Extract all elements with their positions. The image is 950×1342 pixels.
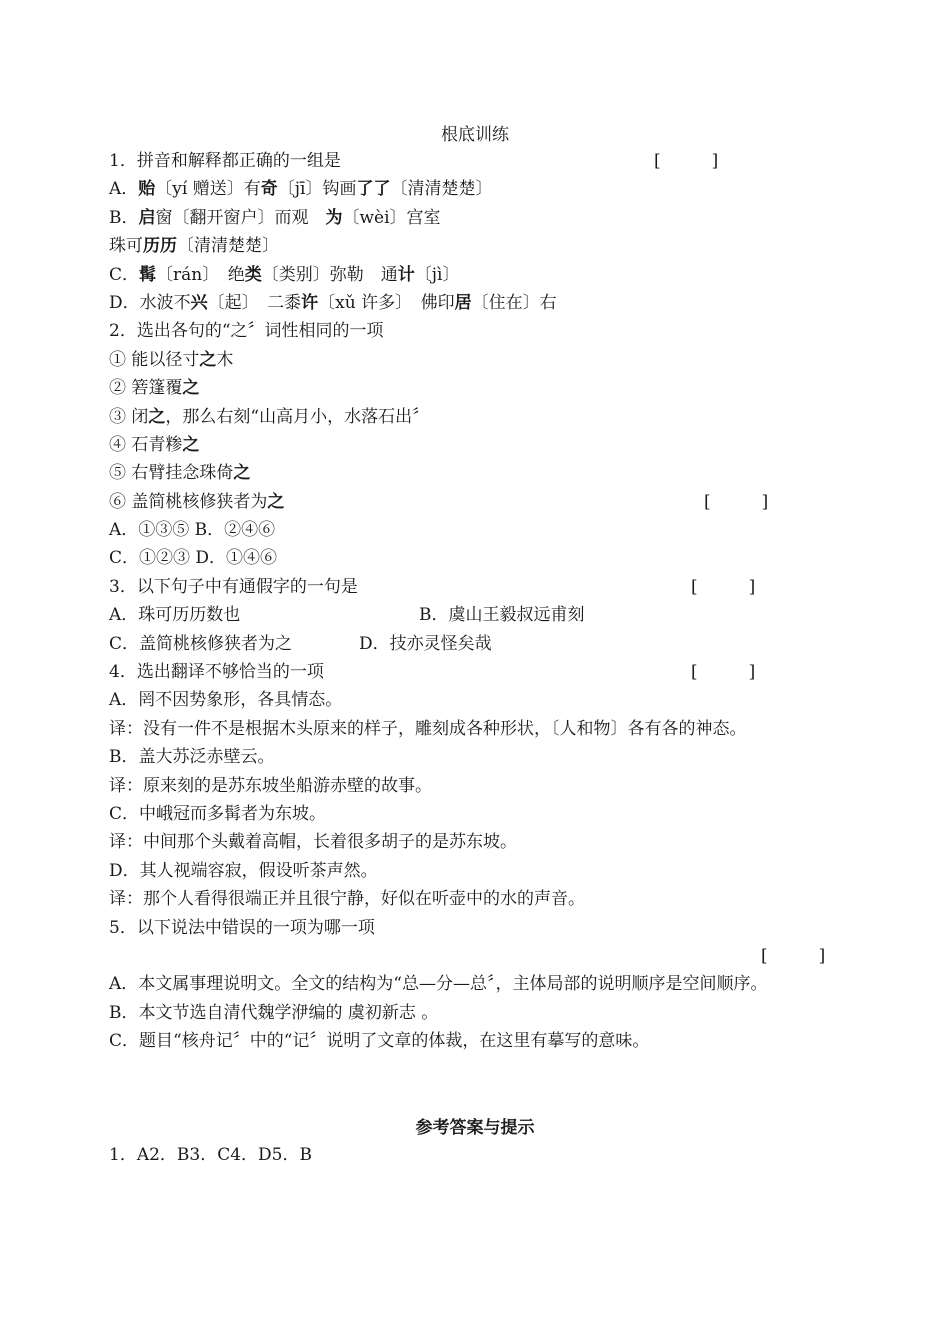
question-4-line: B．盖大苏泛赤壁云。 — [109, 747, 275, 768]
question-5-bracket-line — [109, 942, 839, 970]
question-3-stem: 3．以下句子中有通假字的一句是 [ ] — [109, 573, 839, 601]
question-2-item: ⑥ 盖简桃核修狭者为之 [ ] — [109, 488, 839, 516]
question-2-item: ④ 石青糁之 — [109, 434, 200, 455]
answer-bracket: [ ] — [691, 662, 756, 683]
answer-bracket: [ ] — [654, 151, 719, 171]
question-5-stem: 5．以下说法中错误的一项为哪一项 — [109, 917, 375, 938]
question-1-option-b: B．启窗〔翻开窗户〕而观 为〔wèi〕宫室 — [109, 207, 441, 228]
answer-bracket: [ ] — [691, 576, 756, 597]
answer-bracket: [ ] — [761, 945, 826, 966]
question-1-option-c: C．髯〔rán〕 绝类〔类别〕弥勒 通计〔jì〕 — [109, 264, 460, 285]
answer-bracket: [ ] — [704, 491, 769, 512]
question-4-line: 译：那个人看得很端正并且很宁静，好似在听壶中的水的声音。 — [109, 889, 585, 910]
question-1-option-b-cont: 珠可历历〔清清楚楚〕 — [109, 236, 279, 257]
question-2-item: ⑤ 右臂挂念珠倚之 — [109, 463, 251, 484]
question-1-stem: 1．拼音和解释都正确的一组是 [ ] — [109, 147, 839, 175]
question-3-options-cd: C．盖简桃核修狭者为之 D．技亦灵怪矣哉 — [109, 633, 492, 654]
question-2-options-ab: A．①③⑤ B．②④⑥ — [109, 520, 276, 541]
question-2-item: ② 箬篷覆之 — [109, 378, 200, 399]
answers-title: 参考答案与提示 — [415, 1118, 535, 1138]
question-4-line: C．中峨冠而多髯者为东坡。 — [109, 803, 327, 824]
question-4-line: 译：原来刻的是苏东坡坐船游赤壁的故事。 — [109, 775, 432, 796]
page-title: 根底训练 — [441, 125, 509, 145]
question-4-line: D．其人视端容寂，假设听茶声然。 — [109, 860, 378, 881]
question-2-stem: 2．选出各句的“之〞词性相同的一项 — [109, 321, 384, 342]
exercise-content — [109, 147, 839, 1056]
question-5-option-b: B．本文节选自清代魏学洢编的 虞初新志 。 — [109, 1002, 439, 1023]
question-1-option-d: D．水波不兴〔起〕 二黍许〔xǔ 许多〕 佛印居〔住在〕右 — [109, 292, 557, 313]
question-2-item: ③ 闭之，那么右刻“山高月小，水落石出〞 — [109, 406, 430, 427]
question-4-line: A．罔不因势象形，各具情态。 — [109, 690, 343, 711]
question-4-line: 译：没有一件不是根据木头原来的样子，雕刻成各种形状，〔人和物〕各有各的神态。 — [109, 718, 747, 739]
question-5-option-c: C．题目“核舟记〞中的“记〞说明了文章的体裁，在这里有摹写的意味。 — [109, 1031, 650, 1052]
question-5-option-a: A．本文属事理说明文。全文的结构为“总—分—总〞，主体局部的说明顺序是空间顺序。 — [109, 974, 768, 995]
question-1-option-a: A．贻〔yí 赠送〕有奇〔jī〕钩画了了〔清清楚楚〕 — [109, 179, 493, 200]
question-4-stem: 4．选出翻译不够恰当的一项 [ ] — [109, 658, 839, 686]
question-3-options-ab: A．珠可历历数也 B．虞山王毅叔远甫刻 — [109, 605, 585, 626]
question-2-item: ① 能以径寸之木 — [109, 349, 234, 370]
question-4-line: 译：中间那个头戴着高帽，长着很多胡子的是苏东坡。 — [109, 832, 517, 853]
answers-text: 1．A2．B3．C4．D5．B — [109, 1145, 312, 1165]
question-2-options-cd: C．①②③ D．①④⑥ — [109, 548, 278, 569]
